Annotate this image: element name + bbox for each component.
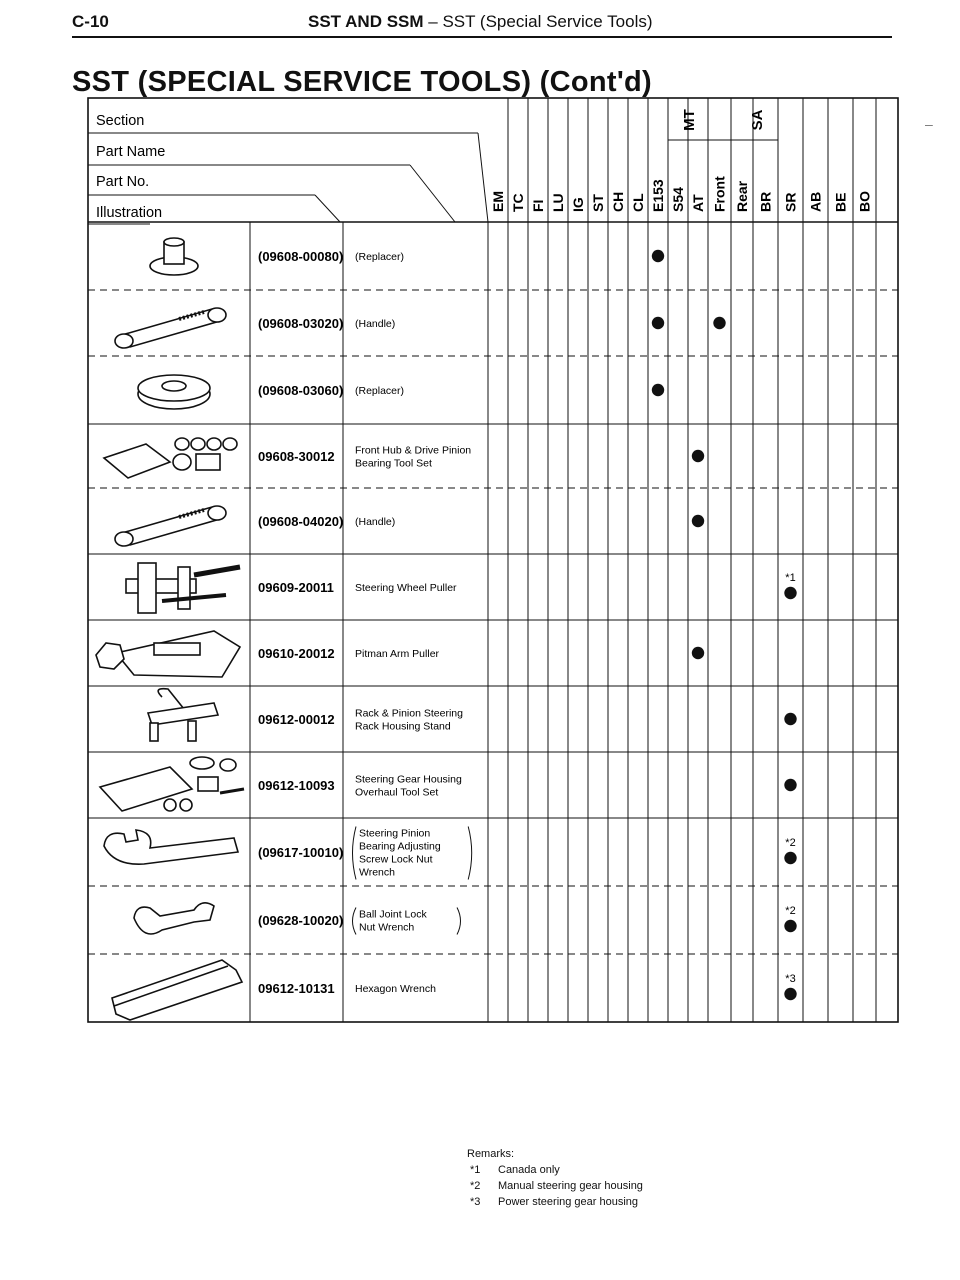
page-number: C-10 bbox=[72, 12, 109, 31]
part-number: (09628-10020) bbox=[258, 913, 344, 928]
table-frame bbox=[88, 98, 898, 1022]
applicability-dot bbox=[652, 250, 664, 262]
tool-set-case-icon-part bbox=[207, 438, 221, 450]
corner-label: Section bbox=[96, 113, 145, 129]
column-header: BR bbox=[757, 191, 774, 212]
column-header: IG bbox=[570, 197, 586, 212]
ball-joint-wrench-icon-part bbox=[134, 903, 214, 934]
tool-set-case-icon-part bbox=[104, 444, 170, 478]
housing-stand-icon-part bbox=[148, 703, 218, 725]
applicability-dot bbox=[784, 779, 796, 791]
part-name-line: Rack & Pinion Steering bbox=[355, 707, 463, 720]
corner-label: Illustration bbox=[96, 205, 163, 221]
column-header: CH bbox=[610, 191, 626, 212]
replacer-disc-icon-part bbox=[162, 381, 186, 391]
applicability-dot bbox=[784, 713, 796, 725]
handle-bar-icon-part bbox=[122, 309, 220, 347]
replacer-cap-icon-part bbox=[164, 238, 184, 246]
part-name-line: Steering Pinion bbox=[359, 827, 431, 840]
wheel-puller-icon bbox=[126, 563, 240, 613]
table-row bbox=[115, 506, 704, 546]
part-number: 09608-30012 bbox=[258, 449, 335, 464]
applicability-dot bbox=[652, 317, 664, 329]
part-name-line: Overhaul Tool Set bbox=[355, 786, 439, 799]
overhaul-set-icon-part bbox=[100, 767, 192, 811]
part-number: 09612-00012 bbox=[258, 712, 335, 727]
part-name-line: Pitman Arm Puller bbox=[355, 648, 440, 660]
part-name-line: (Handle) bbox=[355, 516, 396, 528]
table-row bbox=[148, 689, 797, 741]
note-marker: *1 bbox=[785, 572, 796, 584]
part-name-line: Ball Joint Lock bbox=[359, 908, 427, 921]
column-header: Front bbox=[711, 176, 728, 212]
running-title-rest: – SST (Special Service Tools) bbox=[423, 12, 653, 31]
part-number: (09608-03060) bbox=[258, 383, 344, 398]
housing-stand-icon-part bbox=[188, 721, 196, 741]
part-name-line: Bearing Adjusting bbox=[359, 840, 441, 853]
handle-bar-icon-part bbox=[122, 507, 220, 545]
overhaul-set-icon-part bbox=[198, 777, 218, 791]
wheel-puller-icon-part bbox=[194, 567, 240, 575]
part-name-line: Steering Wheel Puller bbox=[355, 582, 457, 594]
handle-bar-icon-part bbox=[208, 506, 226, 520]
housing-stand-icon bbox=[148, 689, 218, 741]
table-row bbox=[126, 563, 797, 613]
handle-bar-icon-part bbox=[208, 308, 226, 322]
column-header: ST bbox=[590, 194, 606, 212]
column-header: LU bbox=[550, 193, 566, 212]
tool-set-case-icon-part bbox=[175, 438, 189, 450]
part-number: 09609-20011 bbox=[258, 580, 334, 595]
part-name-line: (Replacer) bbox=[355, 385, 405, 397]
column-header: TC bbox=[510, 193, 526, 212]
applicability-dot bbox=[692, 450, 704, 462]
tool-set-case-icon-part bbox=[191, 438, 205, 450]
applicability-dot bbox=[652, 384, 664, 396]
handle-bar-icon bbox=[115, 506, 226, 546]
table-row bbox=[150, 238, 664, 275]
part-number: (09608-03020) bbox=[258, 316, 344, 331]
part-number: 09612-10131 bbox=[258, 981, 335, 996]
handle-bar-icon-part bbox=[115, 532, 133, 546]
corner-divider bbox=[315, 195, 340, 222]
part-name-line: Steering Gear Housing bbox=[355, 773, 462, 786]
bracket-right bbox=[468, 827, 472, 880]
column-header: FI bbox=[530, 199, 546, 212]
housing-stand-icon-part bbox=[158, 689, 184, 709]
replacer-disc-icon bbox=[138, 375, 210, 409]
applicability-dot bbox=[692, 647, 704, 659]
edge-mark: – bbox=[925, 116, 933, 132]
handle-bar-icon-part bbox=[115, 334, 133, 348]
overhaul-set-icon-part bbox=[220, 759, 236, 771]
part-name-line: Bearing Tool Set bbox=[355, 457, 432, 470]
table-row bbox=[134, 903, 797, 935]
table-row bbox=[104, 827, 797, 880]
remark-item bbox=[467, 1194, 643, 1210]
part-name-line: Screw Lock Nut bbox=[359, 853, 433, 866]
lock-nut-wrench-icon bbox=[104, 830, 238, 864]
table-row bbox=[100, 757, 797, 811]
column-header: BO bbox=[856, 191, 873, 212]
part-name-line: Nut Wrench bbox=[359, 921, 415, 934]
group-label-sa: SA bbox=[749, 109, 766, 131]
column-header: Rear bbox=[734, 180, 750, 212]
corner-label: Part Name bbox=[96, 144, 166, 160]
wheel-puller-icon-part bbox=[178, 567, 190, 609]
lock-nut-wrench-icon-part bbox=[104, 830, 238, 864]
part-name-line: Hexagon Wrench bbox=[355, 983, 436, 995]
remark-key: *1 bbox=[470, 1164, 481, 1176]
housing-stand-icon-part bbox=[150, 723, 158, 741]
applicability-dot bbox=[784, 988, 796, 1000]
column-header: CL bbox=[630, 193, 646, 212]
overhaul-set-icon-part bbox=[180, 799, 192, 811]
column-header: AT bbox=[690, 194, 706, 212]
corner-divider bbox=[478, 133, 488, 222]
table-row bbox=[104, 438, 704, 478]
note-marker: *3 bbox=[785, 973, 796, 985]
tool-set-case-icon-part bbox=[173, 454, 191, 470]
column-header: AB bbox=[807, 191, 824, 212]
remark-key: *3 bbox=[470, 1196, 481, 1208]
page-title: SST (SPECIAL SERVICE TOOLS) (Cont'd) bbox=[72, 66, 653, 98]
part-number: (09608-04020) bbox=[258, 514, 344, 529]
overhaul-set-icon bbox=[100, 757, 244, 811]
part-number: 09612-10093 bbox=[258, 778, 335, 793]
remark-text: Canada only bbox=[498, 1164, 560, 1176]
remark-key: *2 bbox=[470, 1180, 481, 1192]
remark-item bbox=[467, 1178, 643, 1194]
hexagon-wrench-icon bbox=[112, 960, 242, 1020]
remarks bbox=[467, 1146, 643, 1210]
overhaul-set-icon-part bbox=[220, 789, 244, 793]
ball-joint-wrench-icon bbox=[134, 903, 214, 934]
corner-label: Part No. bbox=[96, 174, 150, 190]
handle-bar-icon bbox=[115, 308, 226, 348]
tool-set-case-icon bbox=[104, 438, 237, 478]
overhaul-set-icon-part bbox=[164, 799, 176, 811]
applicability-dot bbox=[692, 515, 704, 527]
part-number: 09610-20012 bbox=[258, 646, 335, 661]
bracket-left bbox=[353, 908, 357, 935]
group-label-mt: MT bbox=[681, 109, 698, 131]
remarks-list bbox=[467, 1162, 643, 1210]
part-name-line: Wrench bbox=[359, 866, 395, 879]
pitman-puller-icon-part bbox=[154, 643, 200, 655]
column-header: E153 bbox=[650, 179, 666, 212]
corner-divider bbox=[410, 165, 455, 222]
note-marker: *2 bbox=[785, 905, 796, 917]
column-header: EM bbox=[490, 191, 506, 212]
part-name-line: (Replacer) bbox=[355, 251, 405, 263]
column-header: SR bbox=[782, 192, 799, 212]
remark-text: Manual steering gear housing bbox=[498, 1180, 643, 1192]
hexagon-wrench-icon-part bbox=[112, 960, 242, 1020]
remarks-title: Remarks: bbox=[467, 1148, 515, 1160]
tool-set-case-icon-part bbox=[223, 438, 237, 450]
part-name-line: (Handle) bbox=[355, 318, 396, 330]
replacer-cap-icon bbox=[150, 238, 198, 275]
table-row bbox=[96, 631, 704, 677]
bracket-right bbox=[457, 908, 461, 935]
applicability-dot bbox=[784, 587, 796, 599]
applicability-dot bbox=[784, 852, 796, 864]
table-row bbox=[138, 375, 664, 409]
remark-item bbox=[467, 1162, 643, 1178]
part-name-line: Front Hub & Drive Pinion bbox=[355, 444, 472, 457]
wheel-puller-icon-part bbox=[162, 595, 226, 601]
applicability-dot bbox=[713, 317, 725, 329]
table-row bbox=[112, 960, 797, 1020]
wheel-puller-icon-part bbox=[138, 563, 156, 613]
note-marker: *2 bbox=[785, 837, 796, 849]
part-number: (09608-00080) bbox=[258, 249, 344, 264]
pitman-puller-icon-part bbox=[96, 643, 124, 669]
part-number: (09617-10010) bbox=[258, 845, 344, 860]
overhaul-set-icon-part bbox=[190, 757, 214, 769]
table-row bbox=[115, 308, 726, 348]
bracket-left bbox=[353, 827, 357, 880]
remark-text: Power steering gear housing bbox=[498, 1196, 639, 1208]
part-name-line: Rack Housing Stand bbox=[355, 720, 451, 733]
tool-set-case-icon-part bbox=[196, 454, 220, 470]
running-title-bold: SST AND SSM bbox=[308, 12, 424, 31]
column-header: S54 bbox=[670, 187, 686, 212]
pitman-puller-icon bbox=[96, 631, 240, 677]
applicability-dot bbox=[784, 920, 796, 932]
column-header: BE bbox=[832, 192, 849, 212]
